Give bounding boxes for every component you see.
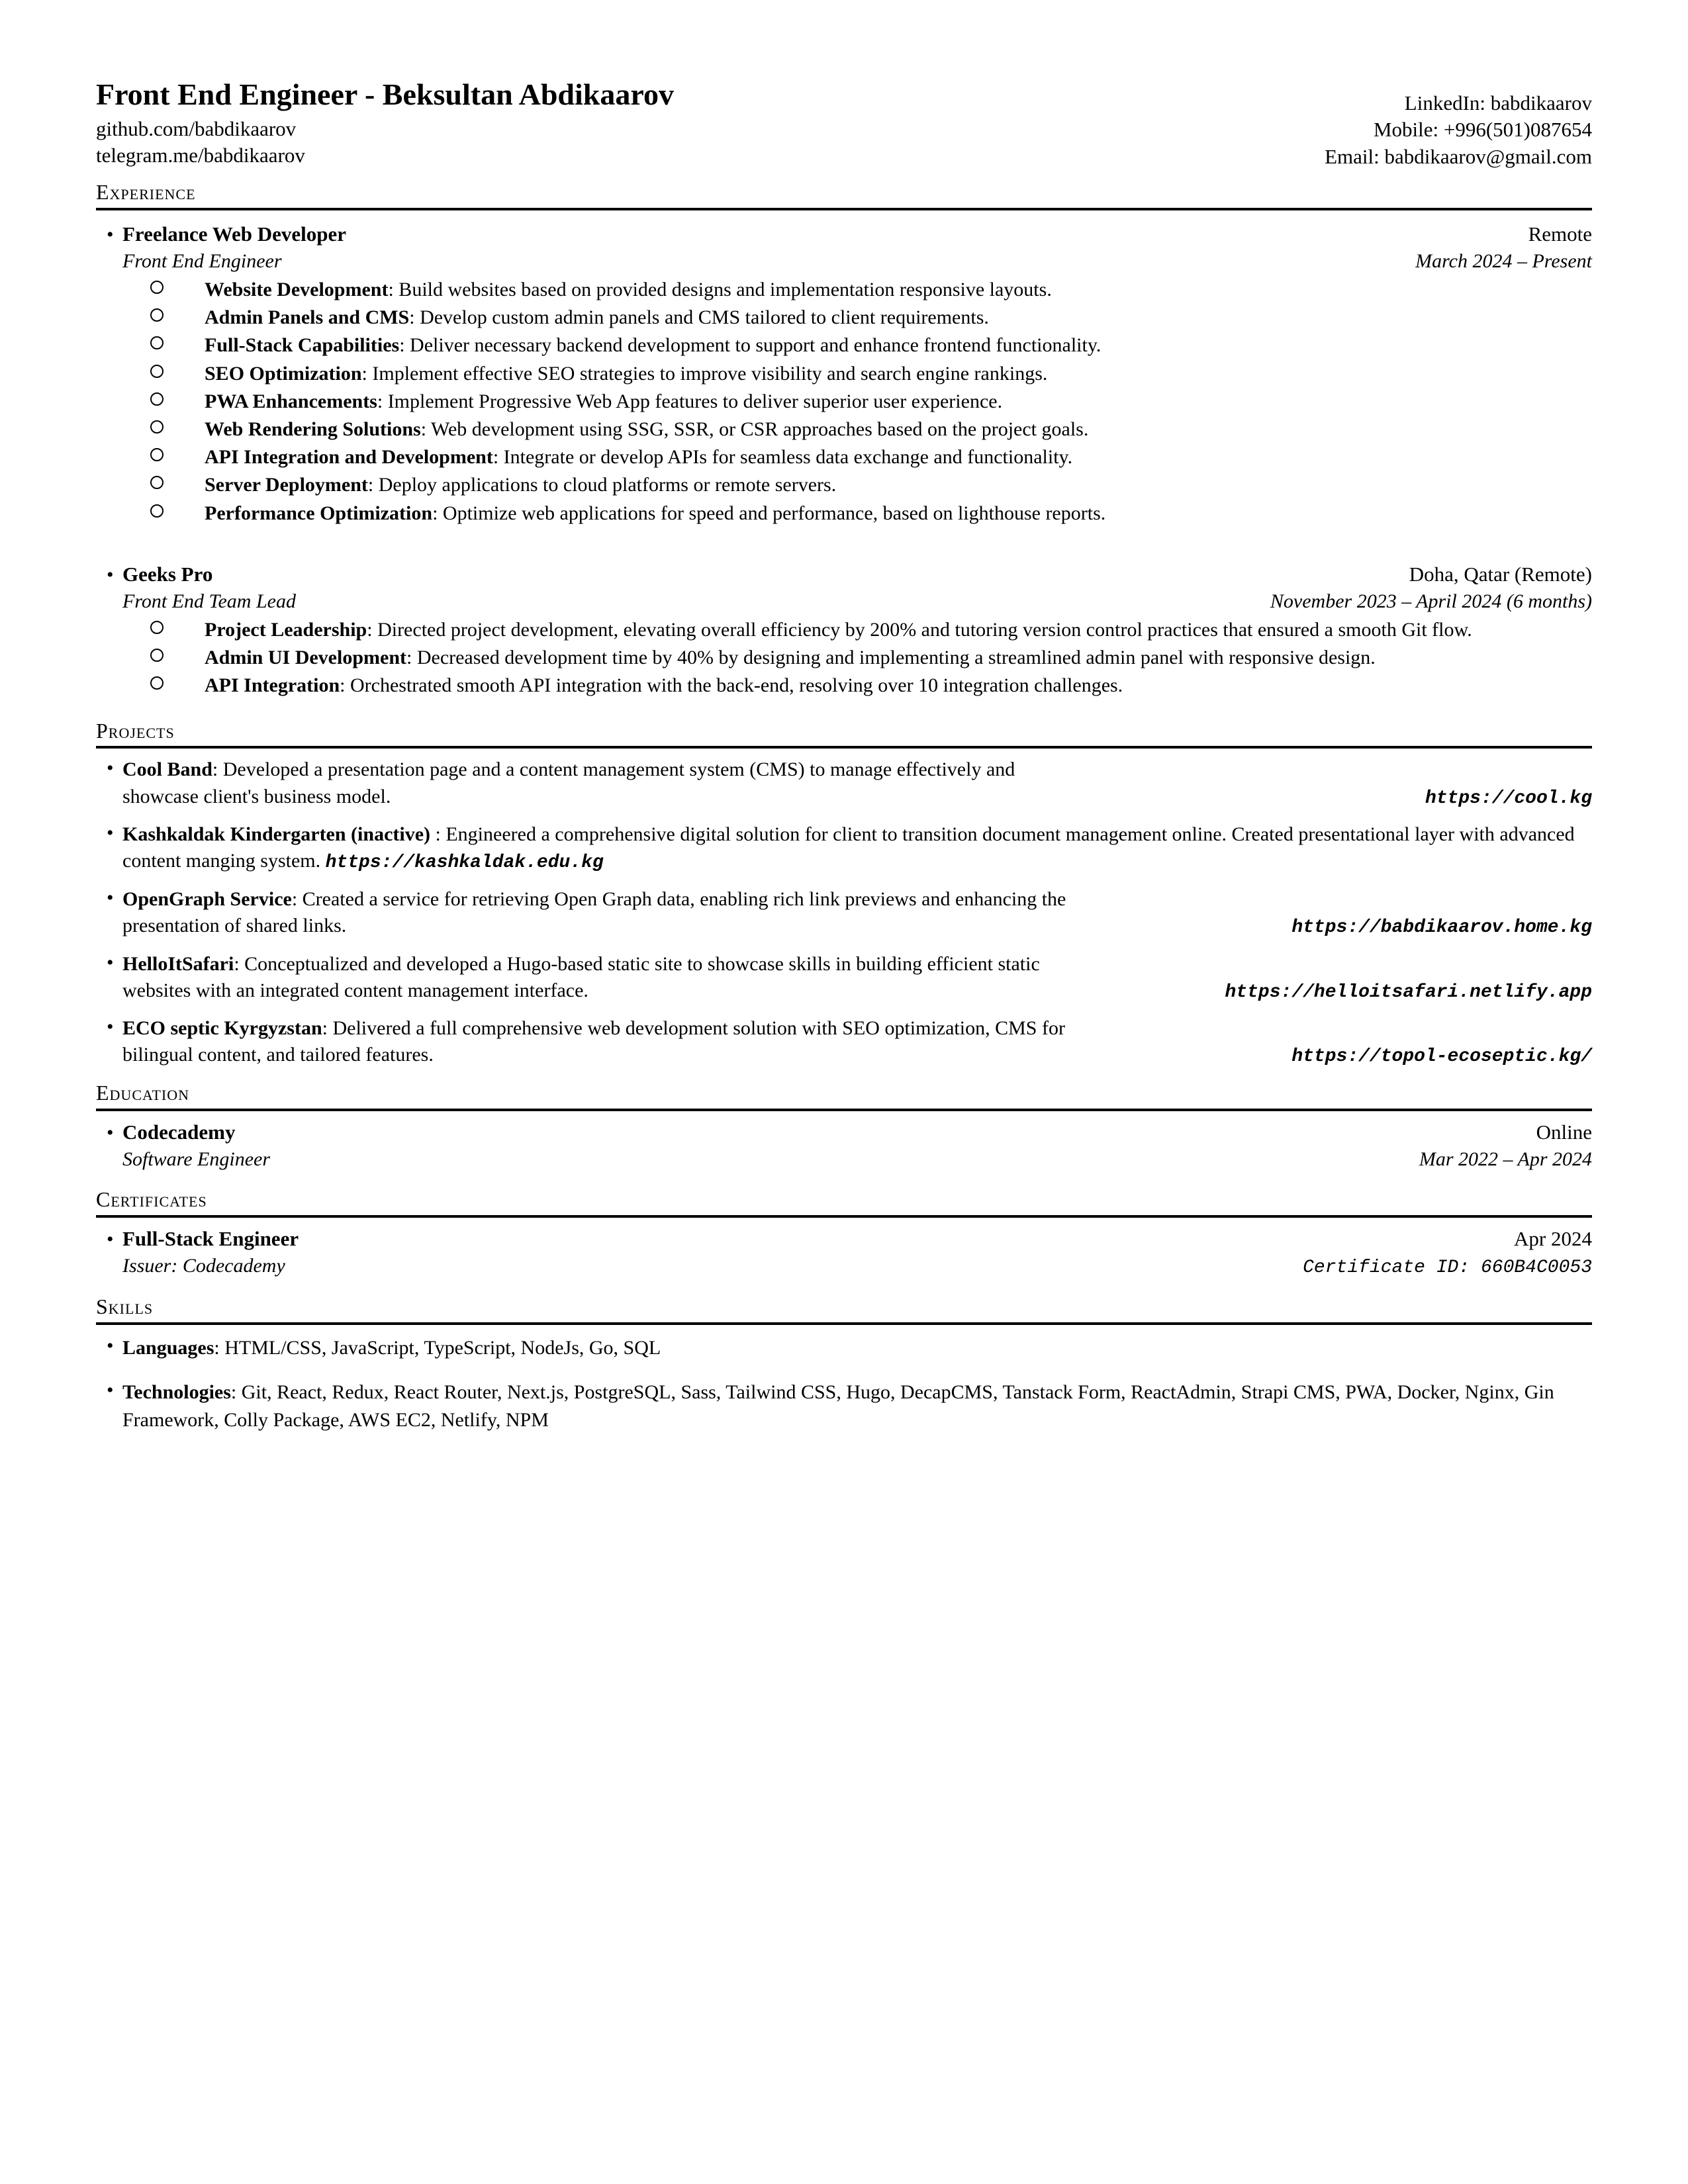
project-name: Cool Band (122, 758, 212, 781)
project-tail-row (122, 978, 1592, 1005)
list-item-text (150, 304, 1592, 331)
list-item-text (150, 472, 1592, 498)
hollow-bullet-icon (96, 361, 150, 386)
project-description-lead: : Conceptualized and developed a Hugo-based static site to showcase skills in building efficient static (234, 952, 1040, 975)
entry-dates: November 2023 – April 2024 (6 months) (1270, 590, 1592, 612)
list-item-text (150, 500, 1592, 527)
list-item-body: : Implement effective SEO strategies to improve visibility and search engine rankings. (361, 362, 1048, 385)
header-right-block (1325, 78, 1592, 170)
bullet-icon: • (107, 1228, 114, 1250)
entry-subheader-row (96, 590, 1592, 613)
section-divider (96, 1109, 1592, 1111)
list-item-label: API Integration (205, 674, 340, 697)
list-item (96, 444, 1592, 471)
list-item (96, 645, 1592, 671)
entry-location: Doha, Qatar (Remote) (1409, 562, 1592, 586)
header-left-block (96, 78, 1325, 169)
linkedin-link[interactable]: LinkedIn: babdikaarov (1404, 91, 1592, 114)
bullet-icon: • (107, 563, 114, 586)
section-education (96, 1081, 1592, 1171)
list-item (96, 472, 1592, 498)
experience-entry (96, 561, 1592, 700)
bullet-icon: • (107, 1334, 114, 1357)
list-item-label: Web Rendering Solutions (205, 418, 421, 440)
page-title: Front End Engineer - Beksultan Abdikaarov (96, 77, 674, 111)
section-heading-projects: Projects (96, 718, 175, 743)
list-item-label: SEO Optimization (205, 362, 362, 385)
hollow-bullet-icon (96, 277, 150, 302)
list-item-body: : Implement Progressive Web App features to deliver superior user experience. (377, 390, 1003, 412)
list-item-text (150, 416, 1592, 443)
entry-bullet-list (96, 277, 1592, 527)
entry-role: Front End Engineer (122, 250, 282, 273)
bullet-icon: • (107, 886, 114, 909)
project-item (96, 756, 1592, 811)
skill-row (96, 1379, 1592, 1433)
entry-title: Freelance Web Developer (122, 222, 347, 246)
certificate-entry (96, 1226, 1592, 1278)
project-body (122, 886, 1592, 940)
hollow-bullet-icon (96, 388, 150, 414)
project-item (96, 1015, 1592, 1069)
list-item (96, 304, 1592, 331)
education-entry (96, 1119, 1592, 1171)
project-tail-row (122, 913, 1592, 940)
certificate-issuer: Issuer: Codecademy (122, 1255, 285, 1277)
project-url[interactable]: https://kashkaldak.edu.kg (325, 852, 604, 874)
hollow-bullet-icon (96, 304, 150, 330)
section-heading-education: Education (96, 1080, 189, 1105)
project-description-tail: management online. Created presentational layer with advanced content manging system. (122, 823, 1575, 872)
skill-label: Technologies (122, 1381, 231, 1404)
list-item-body: : Decreased development time by 40% by designing and implementing a streamlined admin panel with responsive design. (406, 647, 1376, 669)
section-divider (96, 208, 1592, 210)
section-divider (96, 1322, 1592, 1325)
experience-entry (96, 221, 1592, 527)
hollow-bullet-icon (96, 500, 150, 525)
github-link[interactable]: github.com/babdikaarov (96, 116, 297, 140)
bullet-icon: • (107, 223, 114, 246)
list-item (96, 361, 1592, 387)
skill-body (122, 1379, 1592, 1433)
section-heading-certificates: Certificates (96, 1187, 207, 1212)
project-body (122, 756, 1592, 811)
list-item (96, 617, 1592, 643)
project-body (122, 821, 1592, 876)
list-item-body: : Directed project development, elevating overall efficiency by 200% and tutoring version control practices that ensured a smooth Git flow. (367, 619, 1472, 641)
bullet-icon: • (107, 951, 114, 974)
section-projects (96, 719, 1592, 1069)
entry-date: Apr 2024 (1514, 1226, 1592, 1250)
list-item-label: Server Deployment (205, 474, 368, 496)
list-item-text (150, 645, 1592, 671)
list-item (96, 332, 1592, 359)
list-item-text (150, 361, 1592, 387)
project-description-tail: websites with an integrated content management interface. (122, 979, 588, 1001)
entry-subheader-row (96, 250, 1592, 273)
project-description-lead: : Engineered a comprehensive digital solution for client to transition document (430, 823, 1061, 846)
section-divider (96, 746, 1592, 749)
list-item-text (150, 672, 1592, 699)
entry-role: Front End Team Lead (122, 590, 296, 612)
list-item-label: Performance Optimization (205, 502, 433, 524)
entry-dates: March 2024 – Present (1415, 250, 1592, 273)
project-url[interactable]: https://babdikaarov.home.kg (1291, 917, 1592, 938)
certificate-id: Certificate ID: 660B4C0053 (1303, 1257, 1592, 1279)
entry-title: Full-Stack Engineer (122, 1226, 299, 1250)
bullet-icon: • (107, 1379, 114, 1402)
project-item (96, 821, 1592, 876)
skill-values: : HTML/CSS, JavaScript, TypeScript, NodeJs, Go, SQL (214, 1336, 661, 1359)
entry-location: Remote (1528, 222, 1592, 246)
skill-body (122, 1334, 1592, 1361)
list-item-text (150, 388, 1592, 415)
telegram-link[interactable]: telegram.me/babdikaarov (96, 143, 305, 167)
list-item-body: : Deploy applications to cloud platforms or remote servers. (367, 474, 837, 496)
list-item-label: Website Development (205, 279, 389, 301)
hollow-bullet-icon (96, 672, 150, 698)
project-url[interactable]: https://topol-ecoseptic.kg/ (1291, 1046, 1592, 1068)
project-description-tail: presentation of shared links. (122, 914, 347, 936)
list-item-body: : Develop custom admin panels and CMS tailored to client requirements. (409, 306, 989, 329)
project-name: ECO septic Kyrgyzstan (122, 1017, 322, 1040)
entry-role: Software Engineer (122, 1148, 271, 1171)
list-item-body: : Build websites based on provided designs and implementation responsive layouts. (388, 279, 1052, 301)
list-item-label: Full-Stack Capabilities (205, 334, 400, 357)
entry-subheader-row (96, 1148, 1592, 1171)
skill-values: : Git, React, Redux, React Router, Next.js, PostgreSQL, Sass, Tailwind CSS, Hugo, DecapCMS, Tanstack Form, ReactAdmin, Strapi CMS, PWA, Docker, Nginx, Gin Framework, Colly Package, AWS EC2, Netlify, NPM (122, 1381, 1554, 1431)
section-experience (96, 181, 1592, 700)
entry-location: Online (1536, 1120, 1592, 1144)
entry-bullet-list (96, 617, 1592, 700)
project-tail-row (122, 784, 1592, 811)
project-description-lead: : Created a service for retrieving Open Graph data, enabling rich link previews and enhancing the (291, 887, 1066, 910)
hollow-bullet-icon (96, 645, 150, 670)
list-item (96, 500, 1592, 527)
project-url[interactable]: https://cool.kg (1425, 788, 1592, 809)
entry-subheader-row (96, 1255, 1592, 1278)
list-item (96, 416, 1592, 443)
project-url[interactable]: https://helloitsafari.netlify.app (1225, 981, 1592, 1003)
entry-dates: Mar 2022 – Apr 2024 (1419, 1148, 1592, 1171)
list-item-label: API Integration and Development (205, 446, 493, 469)
list-item (96, 672, 1592, 699)
list-item-text (150, 277, 1592, 303)
project-item (96, 951, 1592, 1005)
hollow-bullet-icon (96, 416, 150, 441)
entry-header-row (96, 221, 1592, 248)
bullet-icon: • (107, 822, 114, 844)
section-heading-experience: Experience (96, 179, 196, 204)
list-item-body: : Deliver necessary backend development to support and enhance frontend functionality. (399, 334, 1102, 357)
resume-header (96, 78, 1592, 170)
project-name: Kashkaldak Kindergarten (inactive) (122, 823, 431, 846)
bullet-icon: • (107, 757, 114, 780)
list-item-body: : Optimize web applications for speed and performance, based on lighthouse reports. (432, 502, 1106, 524)
list-item-label: Project Leadership (205, 619, 367, 641)
skill-row (96, 1334, 1592, 1361)
list-item (96, 388, 1592, 415)
list-item (96, 277, 1592, 303)
list-item-body: : Web development using SSG, SSR, or CSR approaches based on the project goals. (420, 418, 1089, 440)
entry-header-row (96, 1226, 1592, 1252)
hollow-bullet-icon (96, 332, 150, 357)
list-item-label: Admin UI Development (205, 647, 406, 669)
list-item-body: : Orchestrated smooth API integration with the back-end, resolving over 10 integration challenges. (340, 674, 1123, 697)
entry-title: Codecademy (122, 1120, 236, 1144)
list-item-label: Admin Panels and CMS (205, 306, 410, 329)
entry-header-row (96, 1119, 1592, 1146)
hollow-bullet-icon (96, 444, 150, 469)
list-item-label: PWA Enhancements (205, 390, 377, 412)
project-body (122, 951, 1592, 1005)
email-address[interactable]: Email: babdikaarov@gmail.com (1325, 144, 1592, 168)
list-item-body: : Integrate or develop APIs for seamless data exchange and functionality. (492, 446, 1073, 469)
project-description-tail: showcase client's business model. (122, 785, 391, 807)
project-name: OpenGraph Service (122, 887, 292, 910)
entry-title: Geeks Pro (122, 562, 213, 586)
section-heading-skills: Skills (96, 1295, 154, 1319)
project-tail-row (122, 1042, 1592, 1069)
project-body (122, 1015, 1592, 1069)
project-description-tail: bilingual content, and tailored features. (122, 1044, 434, 1066)
mobile-number: Mobile: +996(501)087654 (1373, 118, 1592, 142)
project-description-lead: : Delivered a full comprehensive web development solution with SEO optimization, CMS for (322, 1017, 1065, 1040)
skill-label: Languages (122, 1336, 214, 1359)
bullet-icon: • (107, 1016, 114, 1038)
bullet-icon: • (107, 1121, 114, 1144)
section-skills (96, 1295, 1592, 1433)
list-item-text (150, 444, 1592, 471)
entry-header-row (96, 561, 1592, 588)
hollow-bullet-icon (96, 617, 150, 642)
project-description-lead: : Developed a presentation page and a content management system (CMS) to manage effectively and (212, 758, 1015, 781)
list-item-text (150, 617, 1592, 643)
project-name: HelloItSafari (122, 952, 234, 975)
list-item-text (150, 332, 1592, 359)
section-certificates (96, 1188, 1592, 1278)
hollow-bullet-icon (96, 472, 150, 497)
project-item (96, 886, 1592, 940)
section-divider (96, 1215, 1592, 1218)
